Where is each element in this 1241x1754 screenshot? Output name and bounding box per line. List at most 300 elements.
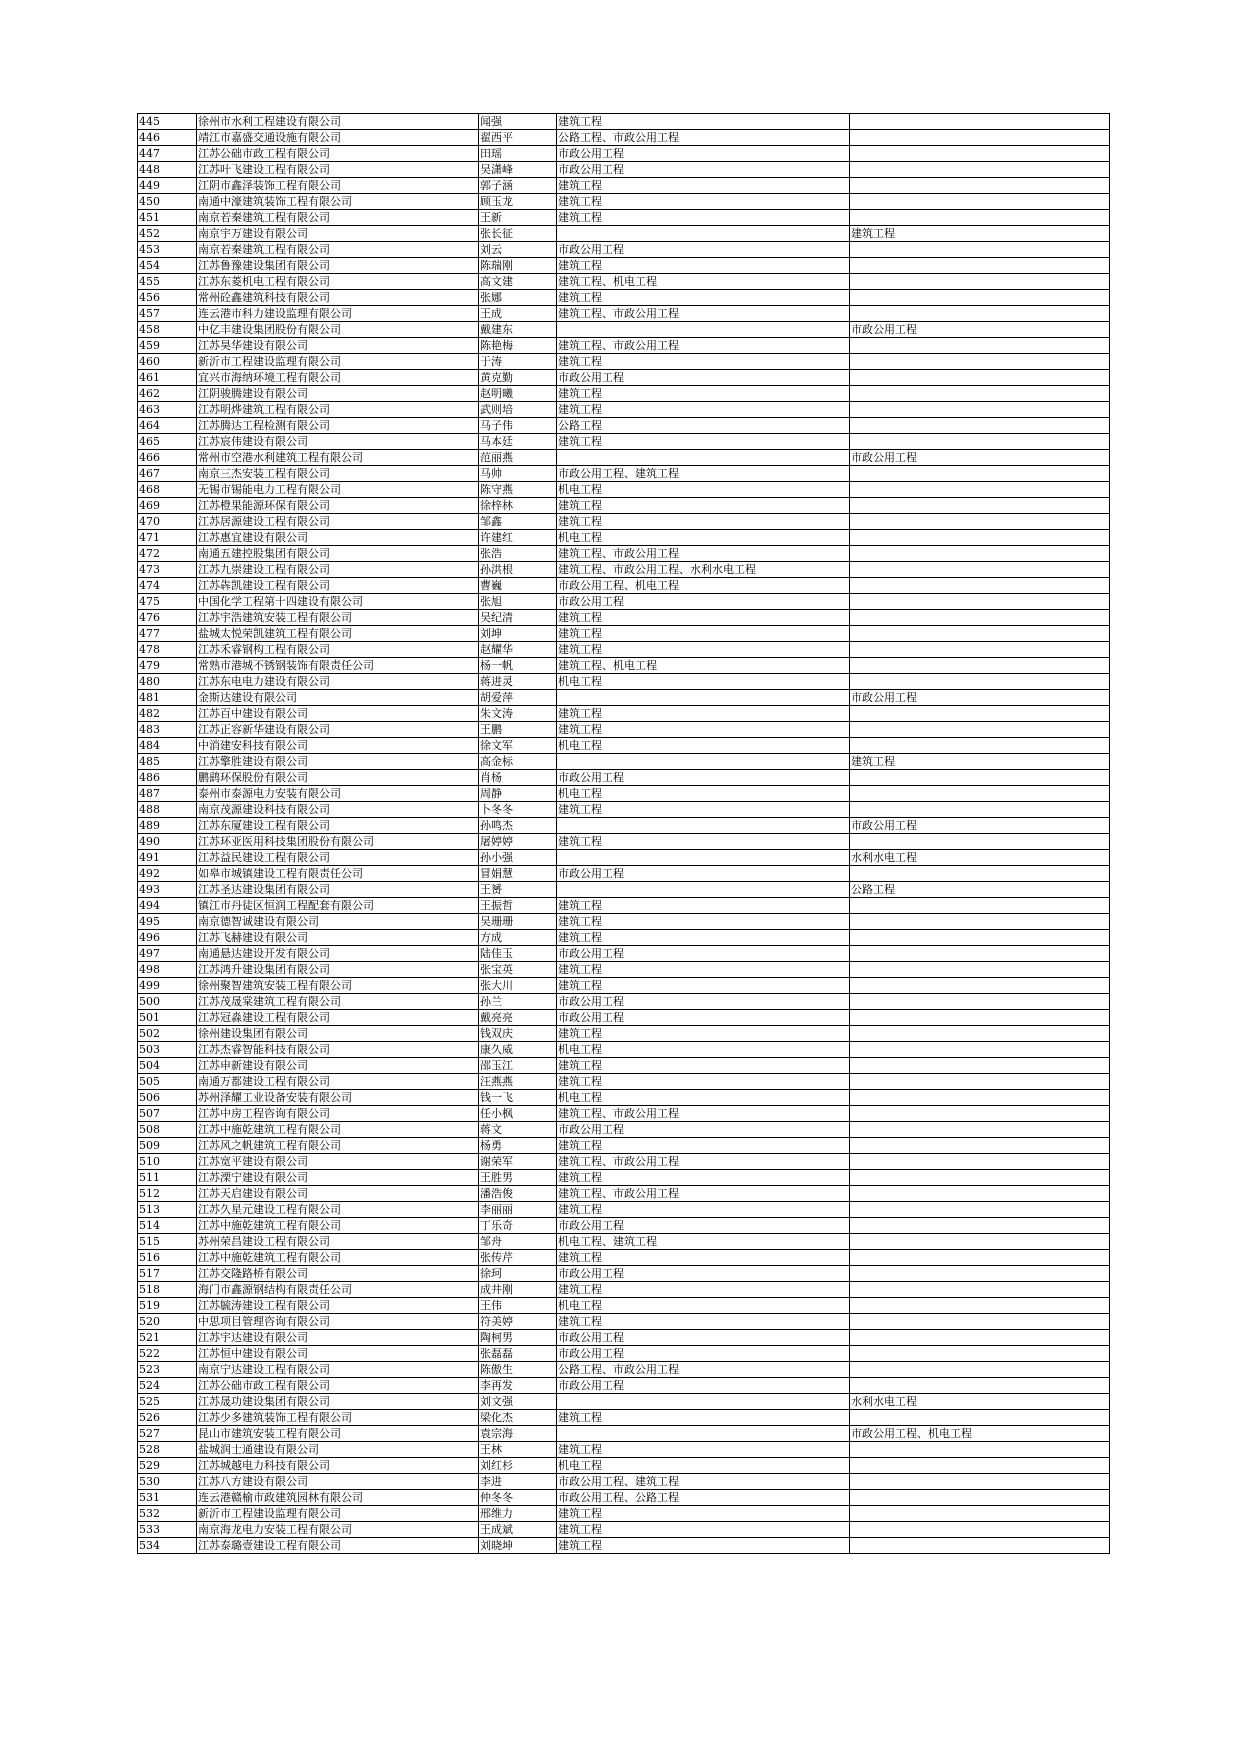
table-row xyxy=(138,914,1110,930)
person-name-cell: 王振哲 xyxy=(479,898,557,914)
company-name-cell: 常州市空港水利建筑工程有限公司 xyxy=(197,450,479,466)
specialty-cell: 机电工程 xyxy=(557,1458,850,1474)
person-name-cell: 陈傲生 xyxy=(479,1362,557,1378)
row-number-cell: 485 xyxy=(138,754,197,770)
specialty-extra-cell xyxy=(850,1474,1110,1490)
specialty-extra-cell xyxy=(850,178,1110,194)
specialty-cell: 建筑工程 xyxy=(557,1202,850,1218)
specialty-extra-cell xyxy=(850,1090,1110,1106)
specialty-cell: 市政公用工程 xyxy=(557,1218,850,1234)
person-name-cell: 汪燕燕 xyxy=(479,1074,557,1090)
table-row xyxy=(138,338,1110,354)
person-name-cell: 屠婷婷 xyxy=(479,834,557,850)
specialty-cell: 建筑工程 xyxy=(557,1410,850,1426)
row-number-cell: 495 xyxy=(138,914,197,930)
table-row xyxy=(138,994,1110,1010)
specialty-cell: 市政公用工程 xyxy=(557,594,850,610)
specialty-cell: 建筑工程 xyxy=(557,978,850,994)
company-name-cell: 中亿丰建设集团股份有限公司 xyxy=(197,322,479,338)
company-name-cell: 无锡市锡能电力工程有限公司 xyxy=(197,482,479,498)
table-row xyxy=(138,178,1110,194)
company-name-cell: 江苏风之帆建筑工程有限公司 xyxy=(197,1138,479,1154)
person-name-cell: 张旭 xyxy=(479,594,557,610)
row-number-cell: 453 xyxy=(138,242,197,258)
person-name-cell: 蒋文 xyxy=(479,1122,557,1138)
company-name-cell: 江苏恒中建设有限公司 xyxy=(197,1346,479,1362)
table-row xyxy=(138,274,1110,290)
company-name-cell: 江苏鸿升建设集团有限公司 xyxy=(197,962,479,978)
specialty-extra-cell xyxy=(850,1378,1110,1394)
specialty-extra-cell xyxy=(850,130,1110,146)
specialty-extra-cell xyxy=(850,930,1110,946)
company-name-cell: 江苏公础市政工程有限公司 xyxy=(197,1378,479,1394)
person-name-cell: 杨勇 xyxy=(479,1138,557,1154)
company-name-cell: 南京德智诚建设有限公司 xyxy=(197,914,479,930)
row-number-cell: 530 xyxy=(138,1474,197,1490)
row-number-cell: 484 xyxy=(138,738,197,754)
person-name-cell: 张宝英 xyxy=(479,962,557,978)
row-number-cell: 464 xyxy=(138,418,197,434)
person-name-cell: 高金标 xyxy=(479,754,557,770)
row-number-cell: 459 xyxy=(138,338,197,354)
row-number-cell: 532 xyxy=(138,1506,197,1522)
person-name-cell: 徐梓林 xyxy=(479,498,557,514)
specialty-cell: 建筑工程 xyxy=(557,1250,850,1266)
specialty-cell: 市政公用工程、机电工程 xyxy=(557,578,850,594)
specialty-cell: 市政公用工程 xyxy=(557,866,850,882)
specialty-extra-cell xyxy=(850,482,1110,498)
table-row xyxy=(138,210,1110,226)
specialty-extra-cell xyxy=(850,1314,1110,1330)
specialty-extra-cell xyxy=(850,514,1110,530)
specialty-extra-cell xyxy=(850,1138,1110,1154)
row-number-cell: 472 xyxy=(138,546,197,562)
table-row xyxy=(138,162,1110,178)
company-name-cell: 江苏中施乾建筑工程有限公司 xyxy=(197,1250,479,1266)
person-name-cell: 梁化杰 xyxy=(479,1410,557,1426)
table-row xyxy=(138,370,1110,386)
row-number-cell: 493 xyxy=(138,882,197,898)
row-number-cell: 512 xyxy=(138,1186,197,1202)
company-name-cell: 中消建安科技有限公司 xyxy=(197,738,479,754)
row-number-cell: 458 xyxy=(138,322,197,338)
table-row xyxy=(138,1314,1110,1330)
table-row xyxy=(138,242,1110,258)
company-name-cell: 新沂市工程建设监理有限公司 xyxy=(197,1506,479,1522)
person-name-cell: 邹鑫 xyxy=(479,514,557,530)
person-name-cell: 张传芹 xyxy=(479,1250,557,1266)
specialty-extra-cell xyxy=(850,1538,1110,1554)
specialty-extra-cell xyxy=(850,434,1110,450)
company-name-cell: 江苏叶飞建设工程有限公司 xyxy=(197,162,479,178)
specialty-extra-cell xyxy=(850,1490,1110,1506)
specialty-extra-cell xyxy=(850,1058,1110,1074)
company-name-cell: 靖江市嘉盛交通设施有限公司 xyxy=(197,130,479,146)
table-row xyxy=(138,930,1110,946)
person-name-cell: 陈艳梅 xyxy=(479,338,557,354)
specialty-extra-cell: 市政公用工程 xyxy=(850,818,1110,834)
specialty-extra-cell xyxy=(850,1442,1110,1458)
person-name-cell: 冒娟慧 xyxy=(479,866,557,882)
specialty-extra-cell xyxy=(850,162,1110,178)
company-name-cell: 南通五建控股集团有限公司 xyxy=(197,546,479,562)
table-row xyxy=(138,1394,1110,1410)
table-row xyxy=(138,530,1110,546)
person-name-cell: 张娜 xyxy=(479,290,557,306)
specialty-extra-cell xyxy=(850,1522,1110,1538)
table-row xyxy=(138,258,1110,274)
company-name-cell: 新沂市工程建设监理有限公司 xyxy=(197,354,479,370)
table-row xyxy=(138,818,1110,834)
specialty-cell: 建筑工程 xyxy=(557,514,850,530)
table-row xyxy=(138,194,1110,210)
specialty-cell: 市政公用工程、建筑工程 xyxy=(557,1474,850,1490)
person-name-cell: 马本廷 xyxy=(479,434,557,450)
table-row xyxy=(138,322,1110,338)
specialty-extra-cell xyxy=(850,610,1110,626)
company-name-cell: 江苏明烨建筑工程有限公司 xyxy=(197,402,479,418)
row-number-cell: 504 xyxy=(138,1058,197,1074)
company-name-cell: 昆山市建筑安装工程有限公司 xyxy=(197,1426,479,1442)
person-name-cell: 张浩 xyxy=(479,546,557,562)
table-row xyxy=(138,1042,1110,1058)
specialty-cell: 建筑工程、市政公用工程 xyxy=(557,1154,850,1170)
table-row xyxy=(138,482,1110,498)
row-number-cell: 520 xyxy=(138,1314,197,1330)
row-number-cell: 473 xyxy=(138,562,197,578)
person-name-cell: 黄克勤 xyxy=(479,370,557,386)
person-name-cell: 曹巍 xyxy=(479,578,557,594)
company-name-cell: 宜兴市海纳环境工程有限公司 xyxy=(197,370,479,386)
table-row xyxy=(138,1154,1110,1170)
company-name-cell: 江苏八方建设有限公司 xyxy=(197,1474,479,1490)
table-row xyxy=(138,1362,1110,1378)
specialty-cell: 市政公用工程 xyxy=(557,242,850,258)
company-name-cell: 南京茂源建设科技有限公司 xyxy=(197,802,479,818)
table-row xyxy=(138,1170,1110,1186)
row-number-cell: 467 xyxy=(138,466,197,482)
row-number-cell: 529 xyxy=(138,1458,197,1474)
person-name-cell: 陈守燕 xyxy=(479,482,557,498)
specialty-extra-cell xyxy=(850,1506,1110,1522)
table-row xyxy=(138,1234,1110,1250)
company-name-cell: 江苏久星元建设工程有限公司 xyxy=(197,1202,479,1218)
table-row xyxy=(138,1090,1110,1106)
person-name-cell: 李进 xyxy=(479,1474,557,1490)
specialty-cell: 建筑工程、市政公用工程 xyxy=(557,338,850,354)
row-number-cell: 469 xyxy=(138,498,197,514)
specialty-cell: 机电工程 xyxy=(557,1090,850,1106)
company-name-cell: 江苏天启建设有限公司 xyxy=(197,1186,479,1202)
row-number-cell: 486 xyxy=(138,770,197,786)
specialty-extra-cell xyxy=(850,530,1110,546)
specialty-cell: 建筑工程 xyxy=(557,642,850,658)
company-name-cell: 江苏犇凯建设工程有限公司 xyxy=(197,578,479,594)
table-row xyxy=(138,834,1110,850)
person-name-cell: 范丽燕 xyxy=(479,450,557,466)
specialty-extra-cell xyxy=(850,802,1110,818)
specialty-cell: 市政公用工程 xyxy=(557,1010,850,1026)
company-name-cell: 江苏宇浩建筑安装工程有限公司 xyxy=(197,610,479,626)
table-row xyxy=(138,1266,1110,1282)
table-row xyxy=(138,866,1110,882)
specialty-extra-cell: 水利水电工程 xyxy=(850,850,1110,866)
specialty-cell: 建筑工程 xyxy=(557,1314,850,1330)
specialty-extra-cell xyxy=(850,258,1110,274)
specialty-cell xyxy=(557,754,850,770)
specialty-extra-cell xyxy=(850,114,1110,130)
specialty-cell: 建筑工程 xyxy=(557,402,850,418)
row-number-cell: 527 xyxy=(138,1426,197,1442)
specialty-extra-cell xyxy=(850,866,1110,882)
specialty-extra-cell xyxy=(850,418,1110,434)
specialty-extra-cell xyxy=(850,1074,1110,1090)
specialty-cell: 建筑工程、市政公用工程 xyxy=(557,546,850,562)
row-number-cell: 521 xyxy=(138,1330,197,1346)
table-row xyxy=(138,562,1110,578)
row-number-cell: 500 xyxy=(138,994,197,1010)
person-name-cell: 吴珊珊 xyxy=(479,914,557,930)
specialty-extra-cell xyxy=(850,386,1110,402)
row-number-cell: 454 xyxy=(138,258,197,274)
table-row xyxy=(138,1522,1110,1538)
row-number-cell: 487 xyxy=(138,786,197,802)
person-name-cell: 戴建东 xyxy=(479,322,557,338)
table-row xyxy=(138,1186,1110,1202)
table-row xyxy=(138,306,1110,322)
specialty-cell: 建筑工程 xyxy=(557,1170,850,1186)
table-row xyxy=(138,610,1110,626)
specialty-extra-cell xyxy=(850,370,1110,386)
row-number-cell: 457 xyxy=(138,306,197,322)
person-name-cell: 胡爱萍 xyxy=(479,690,557,706)
specialty-extra-cell: 市政公用工程 xyxy=(850,322,1110,338)
specialty-extra-cell xyxy=(850,834,1110,850)
row-number-cell: 499 xyxy=(138,978,197,994)
specialty-extra-cell xyxy=(850,722,1110,738)
person-name-cell: 刘坤 xyxy=(479,626,557,642)
row-number-cell: 445 xyxy=(138,114,197,130)
person-name-cell: 方成 xyxy=(479,930,557,946)
company-name-cell: 江苏申新建设有限公司 xyxy=(197,1058,479,1074)
row-number-cell: 488 xyxy=(138,802,197,818)
specialty-extra-cell: 水利水电工程 xyxy=(850,1394,1110,1410)
table-row xyxy=(138,1506,1110,1522)
specialty-cell: 市政公用工程 xyxy=(557,1330,850,1346)
specialty-cell: 市政公用工程 xyxy=(557,162,850,178)
specialty-extra-cell xyxy=(850,738,1110,754)
row-number-cell: 489 xyxy=(138,818,197,834)
person-name-cell: 孙兰 xyxy=(479,994,557,1010)
person-name-cell: 李丽丽 xyxy=(479,1202,557,1218)
specialty-extra-cell xyxy=(850,1234,1110,1250)
specialty-cell: 建筑工程 xyxy=(557,930,850,946)
person-name-cell: 符美婷 xyxy=(479,1314,557,1330)
company-name-cell: 中思项目管理咨询有限公司 xyxy=(197,1314,479,1330)
person-name-cell: 戴亮亮 xyxy=(479,1010,557,1026)
specialty-extra-cell xyxy=(850,1202,1110,1218)
specialty-extra-cell xyxy=(850,194,1110,210)
row-number-cell: 478 xyxy=(138,642,197,658)
specialty-cell: 建筑工程 xyxy=(557,178,850,194)
table-row xyxy=(138,1058,1110,1074)
row-number-cell: 496 xyxy=(138,930,197,946)
person-name-cell: 卜冬冬 xyxy=(479,802,557,818)
specialty-cell: 建筑工程 xyxy=(557,898,850,914)
specialty-extra-cell xyxy=(850,1410,1110,1426)
person-name-cell: 陈瑞刚 xyxy=(479,258,557,274)
specialty-cell xyxy=(557,818,850,834)
table-row xyxy=(138,594,1110,610)
company-name-cell: 江苏百中建设有限公司 xyxy=(197,706,479,722)
table-row xyxy=(138,1442,1110,1458)
table-row xyxy=(138,1426,1110,1442)
specialty-cell: 市政公用工程 xyxy=(557,1266,850,1282)
row-number-cell: 470 xyxy=(138,514,197,530)
row-number-cell: 483 xyxy=(138,722,197,738)
row-number-cell: 455 xyxy=(138,274,197,290)
row-number-cell: 475 xyxy=(138,594,197,610)
row-number-cell: 476 xyxy=(138,610,197,626)
person-name-cell: 孙洪根 xyxy=(479,562,557,578)
specialty-extra-cell xyxy=(850,1298,1110,1314)
row-number-cell: 526 xyxy=(138,1410,197,1426)
row-number-cell: 451 xyxy=(138,210,197,226)
company-name-cell: 江苏公础市政工程有限公司 xyxy=(197,146,479,162)
specialty-extra-cell xyxy=(850,1218,1110,1234)
specialty-cell: 机电工程 xyxy=(557,1042,850,1058)
table-row xyxy=(138,1138,1110,1154)
specialty-cell: 建筑工程 xyxy=(557,610,850,626)
specialty-extra-cell xyxy=(850,546,1110,562)
row-number-cell: 518 xyxy=(138,1282,197,1298)
specialty-cell xyxy=(557,882,850,898)
specialty-cell: 建筑工程 xyxy=(557,354,850,370)
table-row xyxy=(138,450,1110,466)
company-name-cell: 江苏东电电力建设有限公司 xyxy=(197,674,479,690)
row-number-cell: 468 xyxy=(138,482,197,498)
company-name-cell: 江苏中房工程咨询有限公司 xyxy=(197,1106,479,1122)
specialty-extra-cell xyxy=(850,290,1110,306)
table-row xyxy=(138,1026,1110,1042)
company-name-cell: 江苏杰睿智能科技有限公司 xyxy=(197,1042,479,1058)
specialty-extra-cell xyxy=(850,1186,1110,1202)
row-number-cell: 491 xyxy=(138,850,197,866)
specialty-cell: 建筑工程 xyxy=(557,1282,850,1298)
specialty-cell: 建筑工程 xyxy=(557,210,850,226)
table-row xyxy=(138,546,1110,562)
company-name-cell: 南京若秦建筑工程有限公司 xyxy=(197,210,479,226)
specialty-extra-cell xyxy=(850,946,1110,962)
person-name-cell: 马帅 xyxy=(479,466,557,482)
specialty-extra-cell: 市政公用工程 xyxy=(850,690,1110,706)
company-name-cell: 江苏宸伟建设有限公司 xyxy=(197,434,479,450)
specialty-extra-cell xyxy=(850,210,1110,226)
person-name-cell: 袁宗海 xyxy=(479,1426,557,1442)
company-name-cell: 徐州聚智建筑安装工程有限公司 xyxy=(197,978,479,994)
specialty-extra-cell xyxy=(850,1458,1110,1474)
specialty-cell: 公路工程、市政公用工程 xyxy=(557,1362,850,1378)
person-name-cell: 高文建 xyxy=(479,274,557,290)
row-number-cell: 502 xyxy=(138,1026,197,1042)
company-name-cell: 鹏鹞环保股份有限公司 xyxy=(197,770,479,786)
specialty-cell: 机电工程 xyxy=(557,530,850,546)
row-number-cell: 511 xyxy=(138,1170,197,1186)
specialty-cell: 机电工程、建筑工程 xyxy=(557,1234,850,1250)
specialty-extra-cell xyxy=(850,626,1110,642)
table-row xyxy=(138,786,1110,802)
row-number-cell: 517 xyxy=(138,1266,197,1282)
company-name-cell: 江苏茂晟棠建筑工程有限公司 xyxy=(197,994,479,1010)
specialty-extra-cell xyxy=(850,578,1110,594)
row-number-cell: 528 xyxy=(138,1442,197,1458)
person-name-cell: 孙小强 xyxy=(479,850,557,866)
specialty-extra-cell xyxy=(850,642,1110,658)
specialty-cell: 市政公用工程 xyxy=(557,1378,850,1394)
table-row xyxy=(138,722,1110,738)
person-name-cell: 邵玉江 xyxy=(479,1058,557,1074)
specialty-extra-cell xyxy=(850,402,1110,418)
row-number-cell: 522 xyxy=(138,1346,197,1362)
specialty-cell xyxy=(557,322,850,338)
person-name-cell: 成井刚 xyxy=(479,1282,557,1298)
specialty-extra-cell xyxy=(850,1282,1110,1298)
company-name-cell: 江苏宇达建设有限公司 xyxy=(197,1330,479,1346)
person-name-cell: 陶柯男 xyxy=(479,1330,557,1346)
table-row xyxy=(138,754,1110,770)
row-number-cell: 515 xyxy=(138,1234,197,1250)
specialty-cell: 建筑工程 xyxy=(557,1538,850,1554)
row-number-cell: 498 xyxy=(138,962,197,978)
specialty-cell: 建筑工程 xyxy=(557,1026,850,1042)
company-name-cell: 江阴骏腾建设有限公司 xyxy=(197,386,479,402)
company-name-cell: 海门市鑫源钢结构有限责任公司 xyxy=(197,1282,479,1298)
specialty-cell: 建筑工程 xyxy=(557,626,850,642)
specialty-cell: 建筑工程、市政公用工程 xyxy=(557,1186,850,1202)
specialty-extra-cell xyxy=(850,674,1110,690)
specialty-extra-cell xyxy=(850,1250,1110,1266)
specialty-extra-cell xyxy=(850,242,1110,258)
person-name-cell: 马子伟 xyxy=(479,418,557,434)
person-name-cell: 朱文涛 xyxy=(479,706,557,722)
person-name-cell: 潘浩俊 xyxy=(479,1186,557,1202)
row-number-cell: 465 xyxy=(138,434,197,450)
specialty-extra-cell xyxy=(850,1330,1110,1346)
person-name-cell: 仲冬冬 xyxy=(479,1490,557,1506)
specialty-cell: 市政公用工程 xyxy=(557,994,850,1010)
row-number-cell: 480 xyxy=(138,674,197,690)
company-name-cell: 南京宇万建设有限公司 xyxy=(197,226,479,242)
person-name-cell: 赵明曦 xyxy=(479,386,557,402)
person-name-cell: 许建红 xyxy=(479,530,557,546)
table-row xyxy=(138,578,1110,594)
specialty-cell: 建筑工程 xyxy=(557,722,850,738)
specialty-cell xyxy=(557,450,850,466)
company-name-cell: 江苏泰璐壹建设工程有限公司 xyxy=(197,1538,479,1554)
company-name-cell: 盐城太悦荣凯建筑工程有限公司 xyxy=(197,626,479,642)
specialty-extra-cell xyxy=(850,146,1110,162)
table-row xyxy=(138,1074,1110,1090)
specialty-cell xyxy=(557,850,850,866)
person-name-cell: 邹舟 xyxy=(479,1234,557,1250)
company-name-cell: 南通万都建设工程有限公司 xyxy=(197,1074,479,1090)
person-name-cell: 吴潇峰 xyxy=(479,162,557,178)
specialty-cell: 机电工程 xyxy=(557,674,850,690)
specialty-extra-cell xyxy=(850,498,1110,514)
specialty-extra-cell xyxy=(850,770,1110,786)
row-number-cell: 497 xyxy=(138,946,197,962)
row-number-cell: 461 xyxy=(138,370,197,386)
